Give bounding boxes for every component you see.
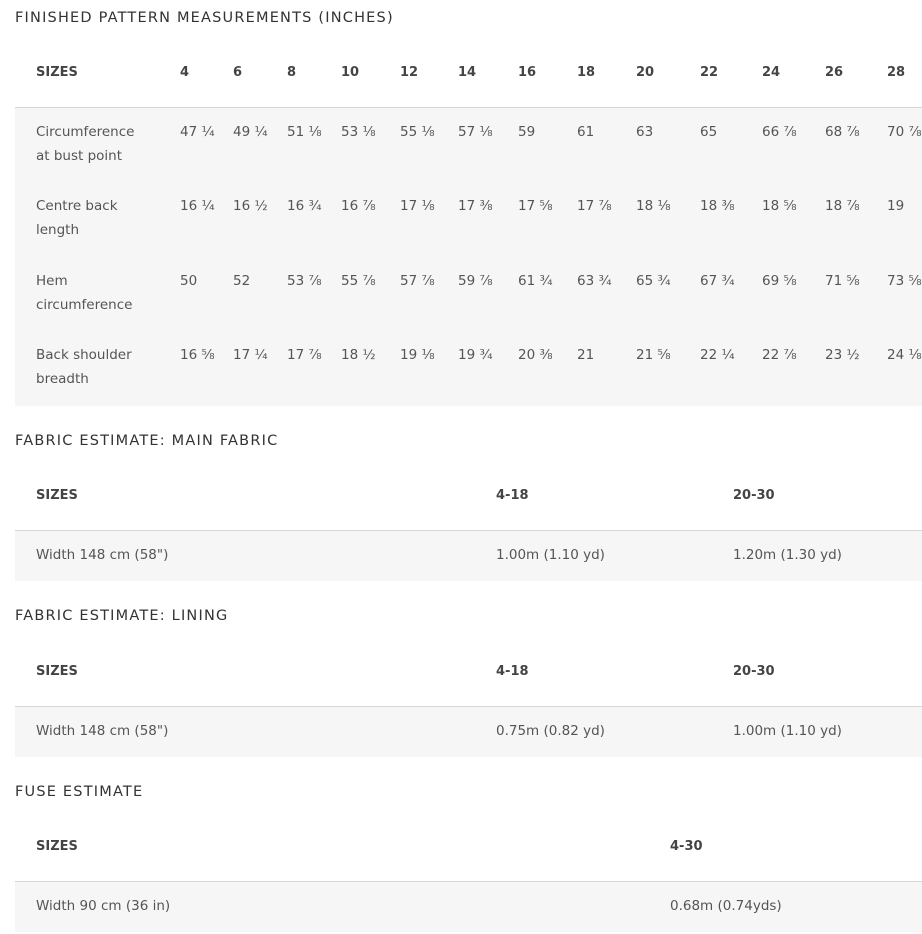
table-cell: 18 ⅞ xyxy=(825,198,860,214)
table-cell: 17 ⅝ xyxy=(518,198,553,214)
table-cell: 17 ¼ xyxy=(233,347,268,363)
table-cell: 17 ⅛ xyxy=(400,198,435,214)
table-cell: 71 ⅝ xyxy=(825,273,860,289)
table-cell: 17 ⅜ xyxy=(458,198,493,214)
row-label-line: length xyxy=(36,222,80,238)
size-col-8: 8 xyxy=(287,65,297,80)
table-cell: 65 xyxy=(700,124,718,140)
row-label-width: Width 90 cm (36 in) xyxy=(36,898,171,914)
size-col-10: 10 xyxy=(341,65,360,80)
row-label-line: breadth xyxy=(36,371,89,387)
row-label-shoulder xyxy=(36,343,166,391)
table-cell: 24 ⅛ xyxy=(887,347,922,363)
row-label-line: Hem xyxy=(36,273,68,289)
row-label-line: circumference xyxy=(36,297,133,313)
table-cell: 18 ⅝ xyxy=(762,198,797,214)
size-col-16: 16 xyxy=(518,65,537,80)
lining-body xyxy=(15,707,922,757)
table-cell: 68 ⅞ xyxy=(825,124,860,140)
fuse-title: FUSE ESTIMATE xyxy=(15,784,144,800)
size-col-6: 6 xyxy=(233,65,243,80)
measurements-body xyxy=(15,108,922,406)
table-cell: 51 ⅛ xyxy=(287,124,322,140)
table-cell: 17 ⅞ xyxy=(287,347,322,363)
main-fabric-header-row xyxy=(15,461,922,531)
table-cell: 59 ⅞ xyxy=(458,273,493,289)
measurements-title: FINISHED PATTERN MEASUREMENTS (INCHES) xyxy=(15,10,394,26)
table-cell: 47 ¼ xyxy=(180,124,215,140)
fuse-header-row xyxy=(15,812,922,882)
size-col-22: 22 xyxy=(700,65,719,80)
table-cell: 18 ⅛ xyxy=(636,198,671,214)
table-cell: 66 ⅞ xyxy=(762,124,797,140)
size-col-24: 24 xyxy=(762,65,781,80)
size-col-18: 18 xyxy=(577,65,596,80)
table-cell: 19 xyxy=(887,198,905,214)
row-label-width: Width 148 cm (58") xyxy=(36,723,169,739)
lining-header-row xyxy=(15,637,922,707)
size-col-14: 14 xyxy=(458,65,477,80)
row-label-line: Centre back xyxy=(36,198,118,214)
measurements-header-row xyxy=(15,38,922,108)
size-range-col: 20-30 xyxy=(733,664,775,679)
table-cell: 59 xyxy=(518,124,536,140)
table-cell: 21 xyxy=(577,347,595,363)
table-cell: 57 ⅛ xyxy=(458,124,493,140)
table-cell: 61 ¾ xyxy=(518,273,553,289)
table-cell: 16 ¾ xyxy=(287,198,322,214)
table-cell: 69 ⅝ xyxy=(762,273,797,289)
table-cell: 1.20m (1.30 yd) xyxy=(733,547,842,563)
size-range-col: 20-30 xyxy=(733,488,775,503)
table-cell: 55 ⅛ xyxy=(400,124,435,140)
table-cell: 53 ⅞ xyxy=(287,273,322,289)
row-label-line: Back shoulder xyxy=(36,347,132,363)
table-cell: 16 ½ xyxy=(233,198,268,214)
table-cell: 53 ⅛ xyxy=(341,124,376,140)
table-cell: 22 ⅞ xyxy=(762,347,797,363)
row-label-bust xyxy=(36,120,166,168)
row-label-hem xyxy=(36,269,166,317)
table-cell: 16 ⅝ xyxy=(180,347,215,363)
table-cell: 22 ¼ xyxy=(700,347,735,363)
size-range-col: 4-18 xyxy=(496,664,529,679)
size-col-26: 26 xyxy=(825,65,844,80)
table-cell: 23 ½ xyxy=(825,347,860,363)
row-label-line: Circumference xyxy=(36,124,135,140)
main-fabric-title: FABRIC ESTIMATE: MAIN FABRIC xyxy=(15,433,279,449)
sizes-header: SIZES xyxy=(36,65,78,80)
row-label-line: at bust point xyxy=(36,148,123,164)
table-cell: 50 xyxy=(180,273,198,289)
table-cell: 70 ⅞ xyxy=(887,124,922,140)
size-col-28: 28 xyxy=(887,65,906,80)
sizes-header: SIZES xyxy=(36,488,78,503)
table-cell: 19 ¾ xyxy=(458,347,493,363)
table-cell: 18 ⅜ xyxy=(700,198,735,214)
table-cell: 19 ⅛ xyxy=(400,347,435,363)
size-col-12: 12 xyxy=(400,65,419,80)
table-cell: 18 ½ xyxy=(341,347,376,363)
table-cell: 52 xyxy=(233,273,251,289)
size-col-20: 20 xyxy=(636,65,655,80)
lining-title: FABRIC ESTIMATE: LINING xyxy=(15,608,229,624)
row-label-centre-back xyxy=(36,194,166,242)
table-cell: 0.75m (0.82 yd) xyxy=(496,723,605,739)
table-cell: 16 ¼ xyxy=(180,198,215,214)
table-cell: 67 ¾ xyxy=(700,273,735,289)
table-cell: 17 ⅞ xyxy=(577,198,612,214)
sizes-header: SIZES xyxy=(36,664,78,679)
main-fabric-body xyxy=(15,531,922,581)
table-cell: 0.68m (0.74yds) xyxy=(670,898,782,914)
table-cell: 55 ⅞ xyxy=(341,273,376,289)
size-col-4: 4 xyxy=(180,65,190,80)
table-cell: 21 ⅝ xyxy=(636,347,671,363)
sizes-header: SIZES xyxy=(36,839,78,854)
table-cell: 49 ¼ xyxy=(233,124,268,140)
table-cell: 16 ⅞ xyxy=(341,198,376,214)
table-cell: 1.00m (1.10 yd) xyxy=(733,723,842,739)
table-cell: 20 ⅜ xyxy=(518,347,553,363)
table-cell: 1.00m (1.10 yd) xyxy=(496,547,605,563)
row-label-width: Width 148 cm (58") xyxy=(36,547,169,563)
table-cell: 63 ¾ xyxy=(577,273,612,289)
table-cell: 63 xyxy=(636,124,654,140)
size-range-col: 4-30 xyxy=(670,839,703,854)
table-cell: 73 ⅝ xyxy=(887,273,922,289)
table-cell: 57 ⅞ xyxy=(400,273,435,289)
table-cell: 61 xyxy=(577,124,595,140)
size-range-col: 4-18 xyxy=(496,488,529,503)
fuse-body xyxy=(15,882,922,932)
table-cell: 65 ¾ xyxy=(636,273,671,289)
